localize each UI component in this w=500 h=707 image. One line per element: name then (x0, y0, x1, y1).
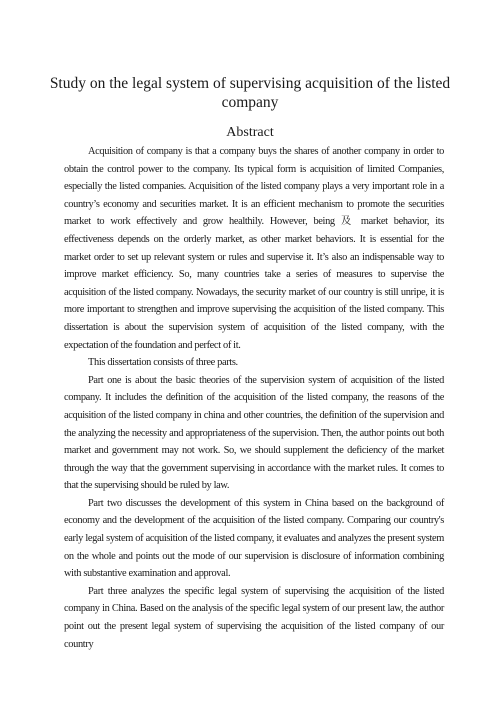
paragraph-intro: Acquisition of company is that a company buys the shares of another company in order to obtain the control power to the company. Its typical form is acquisition of limited Companies, especially the listed companies. Acquisition of the listed company plays a very important role in a country’s economy and securities market. It is an efficient mechanism to promote the securities market to work effectively and grow healthily. However, being 及 market behavior, its effectiveness depends on the orderly market, as other market behaviors. It is essential for the market order to set up relevant system or rules and supervise it. It’s also an indispensable way to improve market efficiency. So, many countries take a series of measures to supervise the acquisition of the listed company. Nowadays, the security market of our country is still unripe, it is more important to strengthen and improve supervising the acquisition of the listed company. This dissertation is about the supervision system of acquisition of the listed company, with the expectation of the foundation and perfect of it. (64, 146, 444, 351)
abstract-heading: Abstract (226, 125, 274, 140)
paragraph-part-three: Part three analyzes the specific legal system of supervising the acquisition of the listed company in China. Based on the analysis of the specific legal system of our present law, the author point out the present legal system of supervising the acquisition of the listed company of our country (64, 585, 444, 650)
document-title: Study on the legal system of supervising acquisition of the listed company (49, 75, 451, 111)
paragraph-part-one: Part one is about the basic theories of the supervision system of acquisition of the listed company. It includes the definition of the acquisition of the listed company, the reasons of the acquisition of the listed company in china and other countries, the definition of the supervision and the analyzing the necessity and appropriateness of the supervision. Then, the author points out both market and government may not work. So, we should supplement the deficiency of the market through the way that the government supervising in accordance with the market rules. It comes to that the supervising should be ruled by law. (64, 374, 444, 492)
paragraph-part-two: Part two discusses the development of this system in China based on the background of economy and the development of the acquisition of the listed company. Comparing our country's early legal system of acquisition of the listed company, it evaluates and analyzes the present system on the whole and points out the mode of our supervision is disclosure of information combining with substantive examination and approval. (64, 497, 444, 580)
abstract-body (64, 143, 444, 653)
paragraph-structure: This dissertation consists of three parts. (88, 357, 238, 369)
